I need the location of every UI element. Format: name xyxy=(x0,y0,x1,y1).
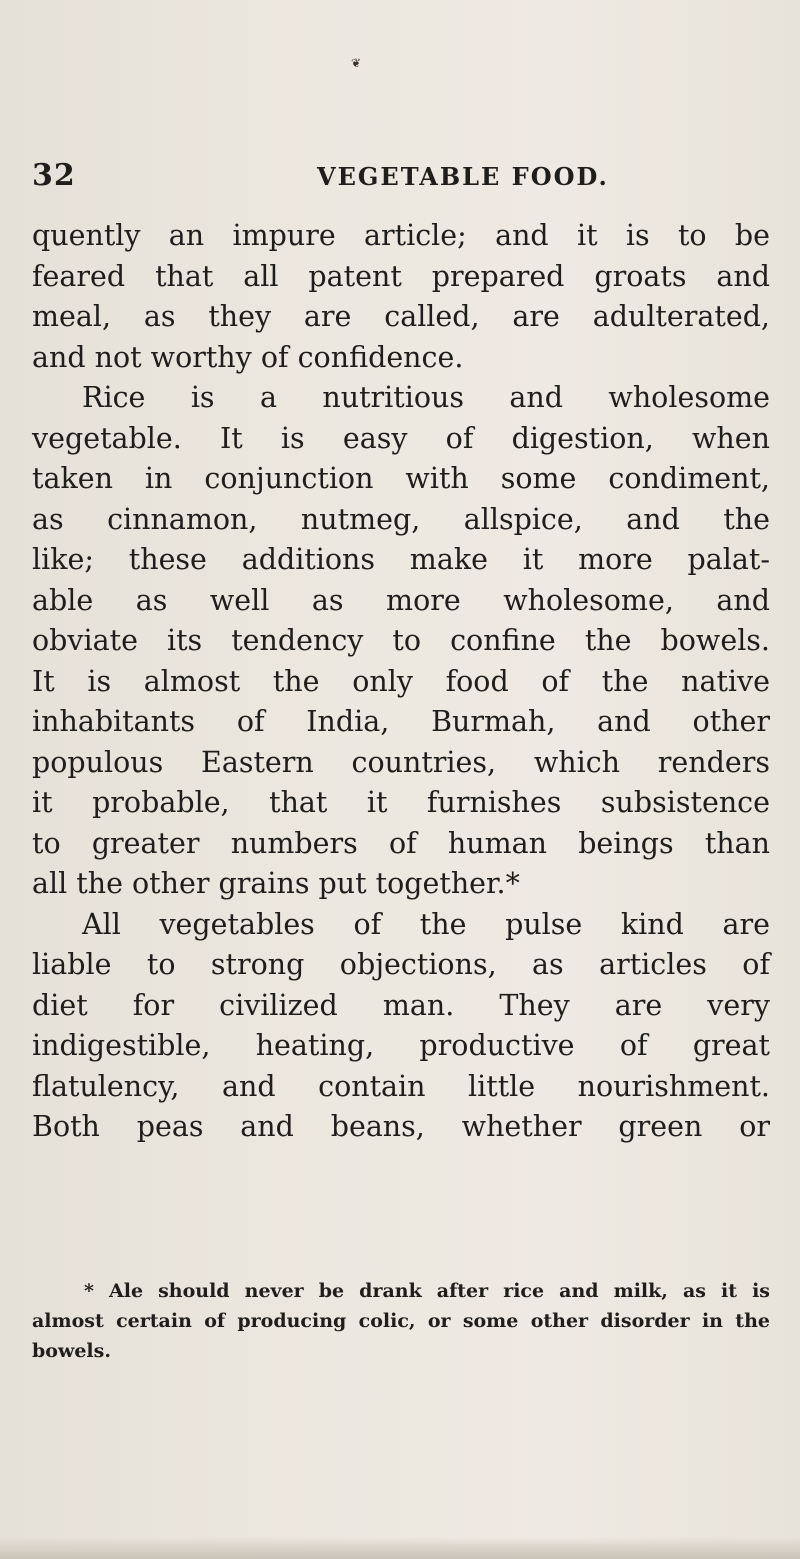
footnote-line: almost certain of producing colic, or some other disorder in the xyxy=(32,1310,770,1332)
text-line: all the other grains put together.* xyxy=(32,867,520,900)
text-line: to greater numbers of human beings than xyxy=(32,826,770,860)
running-head: VEGETABLE FOOD. xyxy=(317,162,609,191)
text-line: populous Eastern countries, which renders xyxy=(32,745,770,779)
footnote xyxy=(32,1276,770,1366)
footnote-line: bowels. xyxy=(32,1340,111,1362)
text-line: Both peas and beans, whether green or xyxy=(32,1110,770,1143)
text-line: like; these additions make it more palat- xyxy=(32,543,770,576)
footnote-line: * Ale should never be drank after rice and milk, as it is xyxy=(84,1280,770,1302)
ornament-mark: ❦ xyxy=(351,56,362,70)
text-line: feared that all patent prepared groats and xyxy=(32,259,770,293)
text-line: Rice is a nutritious and wholesome xyxy=(82,381,770,414)
text-line: as cinnamon, nutmeg, allspice, and the xyxy=(32,502,770,536)
page-header xyxy=(32,158,772,198)
text-line: liable to strong objections, as articles of xyxy=(32,948,770,981)
text-line: quently an impure article; and it is to be xyxy=(32,219,770,252)
text-line: vegetable. It is easy of digestion, when xyxy=(32,421,770,455)
text-line: indigestible, heating, productive of great xyxy=(32,1029,770,1062)
text-line: taken in conjunction with some condiment, xyxy=(32,462,770,495)
text-line: obviate its tendency to confine the bowels. xyxy=(32,624,770,657)
text-line: able as well as more wholesome, and xyxy=(32,583,770,617)
page-edge-shadow xyxy=(0,1537,800,1559)
text-line: and not worthy of confidence. xyxy=(32,340,464,374)
text-line: meal, as they are called, are adulterated, xyxy=(32,300,770,333)
text-line: inhabitants of India, Burmah, and other xyxy=(32,705,770,738)
text-line: it probable, that it furnishes subsistence xyxy=(32,786,770,819)
text-line: diet for civilized man. They are very xyxy=(32,988,770,1022)
body-text xyxy=(32,216,770,1148)
page-number: 32 xyxy=(32,158,76,193)
text-line: It is almost the only food of the native xyxy=(32,664,770,698)
text-line: flatulency, and contain little nourishment. xyxy=(32,1069,770,1103)
text-line: All vegetables of the pulse kind are xyxy=(82,907,770,941)
